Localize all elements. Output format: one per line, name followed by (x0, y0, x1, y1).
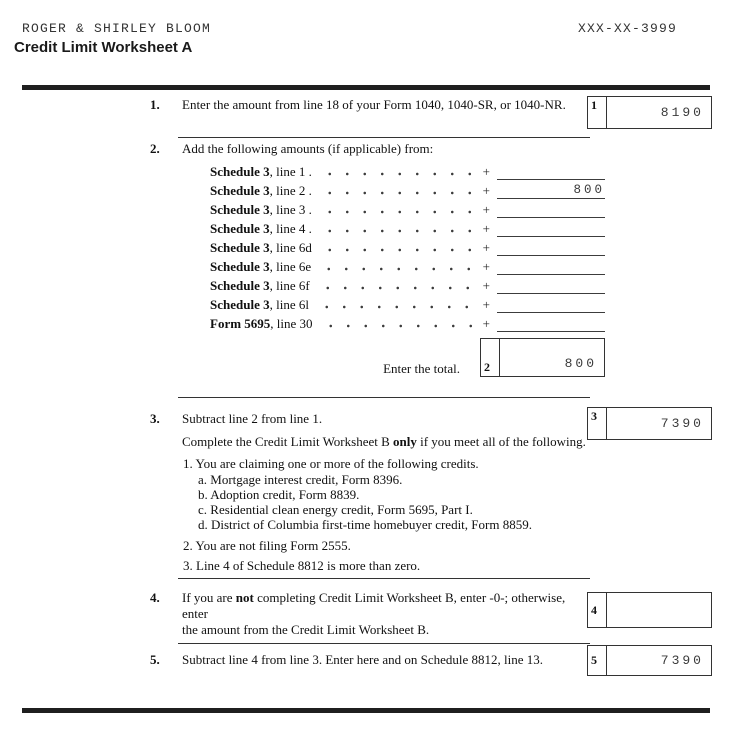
separator-2 (178, 397, 590, 398)
line5-text: Subtract line 4 from line 3. Enter here and on Schedule 8812, line 13. (182, 652, 544, 667)
line5-box-value[interactable]: 7390 (660, 653, 704, 668)
condition-item: 1. You are claiming one or more of the following credits. (183, 456, 479, 471)
line2-number: 2. (150, 141, 160, 156)
line3-box-label: 3 (588, 408, 607, 439)
schedule-row (210, 294, 605, 313)
amount-entry-line[interactable] (497, 162, 605, 180)
schedule-row (210, 161, 605, 180)
schedule-row-label: Schedule 3, line 6f (210, 278, 310, 293)
schedule-row (210, 275, 605, 294)
amount-entry-line[interactable] (497, 276, 605, 294)
line4-text: If you are not completing Credit Limit Worksheet B, enter -0-; otherwise, enter the amount from the Credit Limit Worksheet B. (182, 590, 566, 637)
line3-note: Complete the Credit Limit Worksheet B only if you meet all of the following. (182, 434, 586, 449)
condition-item: 2. You are not filing Form 2555. (183, 538, 351, 553)
plus-sign: + (482, 221, 490, 236)
schedule-row (210, 180, 605, 199)
line1-number: 1. (150, 97, 160, 112)
line5-number: 5. (150, 652, 160, 667)
condition-subitem: d. District of Columbia first-time homebuyer credit, Form 8859. (198, 517, 532, 532)
worksheet-title: Credit Limit Worksheet A (14, 39, 193, 56)
schedule-row (210, 199, 605, 218)
separator-4 (178, 643, 590, 644)
plus-sign: + (482, 297, 490, 312)
schedule-row-label: Schedule 3, line 1 . (210, 164, 312, 179)
line4-amount-box[interactable] (587, 592, 712, 628)
schedule-row-label: Schedule 3, line 4 . (210, 221, 312, 236)
taxpayer-name: ROGER & SHIRLEY BLOOM (22, 21, 212, 36)
plus-sign: + (482, 183, 490, 198)
plus-sign: + (482, 164, 490, 179)
line4-box-label: 4 (588, 593, 607, 627)
line5-box-label: 5 (588, 646, 607, 675)
line2-amount-box[interactable] (480, 338, 605, 377)
schedule-row-label: Schedule 3, line 6l (210, 297, 309, 312)
dot-leader (314, 296, 475, 313)
amount-entry-line[interactable] (497, 295, 605, 313)
schedule-row (210, 256, 605, 275)
plus-sign: + (482, 316, 490, 331)
plus-sign: + (482, 240, 490, 255)
schedule-row (210, 218, 605, 237)
schedule-row (210, 313, 605, 332)
dot-leader (317, 201, 475, 218)
amount-entry-line[interactable] (497, 200, 605, 218)
separator-1 (178, 137, 590, 138)
line1-amount-box[interactable] (587, 96, 712, 129)
dot-leader (318, 315, 475, 332)
dot-leader (316, 258, 475, 275)
line2-text: Add the following amounts (if applicable) from: (182, 141, 434, 156)
line4-box-value[interactable] (607, 593, 711, 627)
plus-sign: + (482, 202, 490, 217)
schedule-row-label: Form 5695, line 30 (210, 316, 313, 331)
line2-box-value[interactable]: 800 (564, 356, 597, 371)
line2-box-label: 2 (481, 339, 500, 376)
line4-number: 4. (150, 590, 160, 605)
top-rule (22, 85, 710, 90)
bottom-rule (22, 708, 710, 713)
condition-subitem: a. Mortgage interest credit, Form 8396. (198, 472, 403, 487)
line1-box-label: 1 (588, 97, 607, 128)
schedule-row-label: Schedule 3, line 2 . (210, 183, 312, 198)
amount-entry-line[interactable] (497, 257, 605, 275)
dot-leader (317, 163, 475, 180)
amount-entry-line[interactable]: 800 (497, 181, 605, 199)
amount-entry-line[interactable] (497, 219, 605, 237)
enter-total-label: Enter the total. (383, 361, 460, 376)
separator-3 (178, 578, 590, 579)
schedule-row-label: Schedule 3, line 6e (210, 259, 312, 274)
line3-number: 3. (150, 411, 160, 426)
plus-sign: + (482, 259, 490, 274)
schedule-rows (210, 161, 605, 332)
condition-item: 3. Line 4 of Schedule 8812 is more than zero. (183, 558, 421, 573)
line1-box-value[interactable]: 8190 (660, 105, 704, 120)
line3-text: Subtract line 2 from line 1. (182, 411, 323, 426)
amount-entry-line[interactable] (497, 314, 605, 332)
plus-sign: + (482, 278, 490, 293)
condition-subitem: c. Residential clean energy credit, Form 5695, Part I. (198, 502, 473, 517)
schedule-row (210, 237, 605, 256)
line3-box-value[interactable]: 7390 (660, 416, 704, 431)
dot-leader (315, 277, 475, 294)
dot-leader (317, 239, 475, 256)
line5-amount-box[interactable] (587, 645, 712, 676)
schedule-row-label: Schedule 3, line 6d (210, 240, 312, 255)
schedule-row-label: Schedule 3, line 3 . (210, 202, 312, 217)
dot-leader (317, 182, 475, 199)
line1-text: Enter the amount from line 18 of your Form 1040, 1040-SR, or 1040-NR. (182, 97, 566, 112)
taxpayer-id: XXX-XX-3999 (578, 21, 678, 36)
condition-subitem: b. Adoption credit, Form 8839. (198, 487, 360, 502)
amount-entry-line[interactable] (497, 238, 605, 256)
dot-leader (317, 220, 475, 237)
